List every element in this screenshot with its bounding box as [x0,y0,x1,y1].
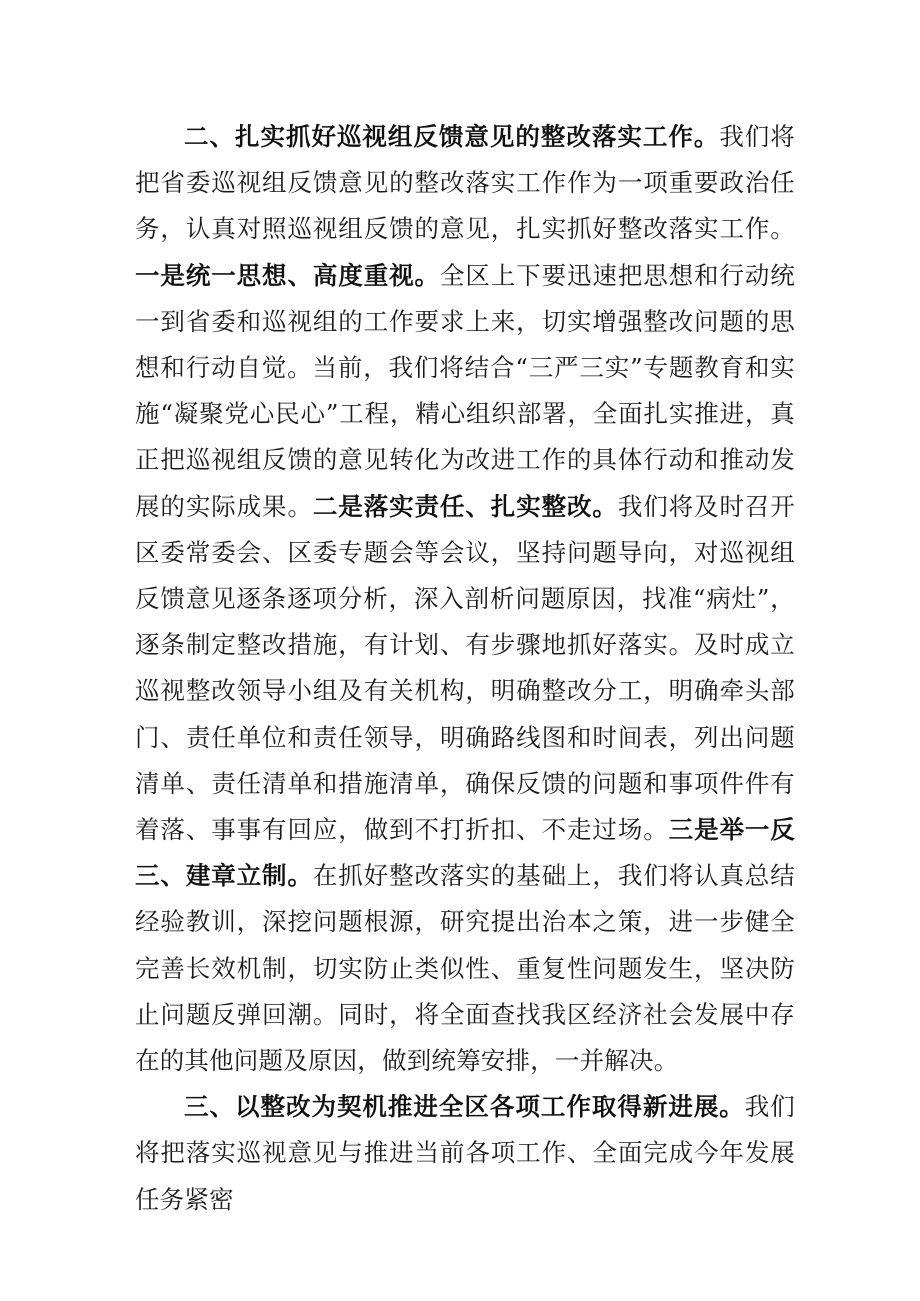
point-one-body: 全区上下要迅速把思想和行动统一到省委和巡视组的工作要求上来，切实增强整改问题的思想和行动自觉。当前，我们将结合“三严三实”专题教育和实施“凝聚党心民心”工程，精心组织部署，全面扎实推进，真正把巡视组反馈的意见转化为改进工作的具体行动和推动发展的实际成果。 [135,260,795,521]
point-three-body: 在抓好整改落实的基础上，我们将认真总结经验教训，深挖问题根源，研究提出治本之策，进一步健全完善长效机制，切实防止类似性、重复性问题发生，坚决防止问题反弹回潮。同时，将全面查找我区经济社会发展中存在的其他问题及原因，做到统筹安排，一并解决。 [135,861,795,1076]
section-two-intro: 我们将把省委巡视组反馈意见的整改落实工作作为一项重要政治任务，认真对照巡视组反馈的意见，扎实抓好整改落实工作。 [135,122,795,244]
point-two-body: 我们将及时召开区委常委会、区委专题会等会议，坚持问题导向，对巡视组反馈意见逐条逐项分析，深入剖析问题原因，找准“病灶”，逐条制定整改措施，有计划、有步骤地抓好落实。及时成立巡视整改领导小组及有关机构，明确整改分工，明确牵头部门、责任单位和责任领导，明确路线图和时间表，列出问题清单、责任清单和措施清单，确保反馈的问题和事项件件有着落、事事有回应，做到不打折扣、不走过场。 [135,491,795,845]
point-one-heading: 一是统一思想、高度重视。 [135,260,440,290]
document-body [135,114,795,1223]
section-two-heading: 二、扎实抓好巡视组反馈意见的整改落实工作。 [184,122,720,151]
point-two-heading: 二是落实责任、扎实整改。 [312,491,618,521]
section-three-body: 我们将把落实巡视意见与推进当前各项工作、全面完成今年发展任务紧密 [135,1092,795,1214]
section-three-heading: 三、以整改为契机推进全区各项工作取得新进展。 [184,1092,745,1122]
paragraph-section-two [135,114,795,1084]
paragraph-section-three [135,1084,795,1223]
point-three-heading: 三是举一反三、建章立制。 [135,815,796,891]
